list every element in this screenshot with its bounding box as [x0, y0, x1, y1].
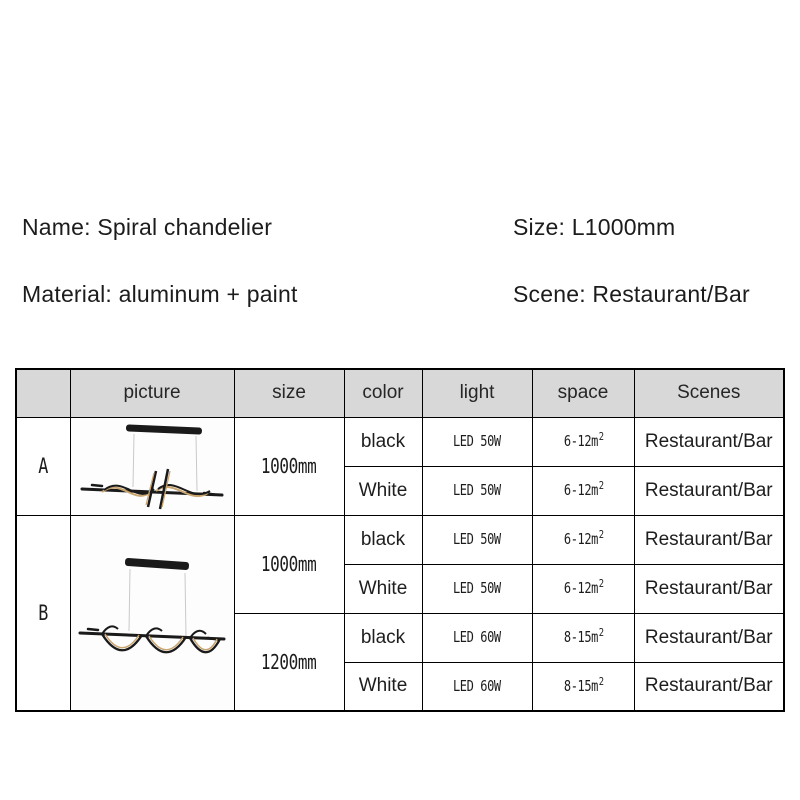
chandelier-b-illustration [72, 538, 232, 688]
table-row [16, 515, 784, 564]
square-meter-superscript: 2 [598, 577, 604, 590]
column-header-blank [16, 369, 70, 417]
square-meter-superscript: 2 [598, 430, 604, 443]
color-cell: black [344, 515, 422, 564]
chandelier-b-image-cell [70, 515, 234, 711]
color-cell: White [344, 662, 422, 711]
column-header-light: light [422, 369, 532, 417]
scenes-cell: Restaurant/Bar [634, 662, 784, 711]
light-cell: LED 60W [422, 662, 532, 711]
light-cell: LED 60W [422, 613, 532, 662]
size-cell: 1200mm [234, 613, 344, 711]
column-header-scenes: Scenes [634, 369, 784, 417]
square-meter-superscript: 2 [598, 626, 604, 639]
table-header-row [16, 369, 784, 417]
column-header-size: size [234, 369, 344, 417]
light-cell: LED 50W [422, 515, 532, 564]
space-cell: $8-15m^2$ [532, 662, 634, 711]
square-meter-superscript: 2 [598, 479, 604, 492]
light-cell: LED 50W [422, 564, 532, 613]
square-meter-superscript: 2 [598, 674, 604, 688]
spec-table [15, 368, 785, 712]
scenes-cell: Restaurant/Bar [634, 564, 784, 613]
size-cell: 1000mm [234, 417, 344, 515]
product-size-text: Size: L1000mm [513, 214, 676, 240]
scenes-cell: Restaurant/Bar [634, 417, 784, 466]
column-header-space: space [532, 369, 634, 417]
color-cell: black [344, 613, 422, 662]
column-header-color: color [344, 369, 422, 417]
product-name-text: Name: Spiral chandelier [22, 214, 273, 240]
light-cell: LED 50W [422, 417, 532, 466]
scenes-cell: Restaurant/Bar [634, 613, 784, 662]
scenes-cell: Restaurant/Bar [634, 466, 784, 515]
row-label-a: A [16, 417, 70, 515]
chandelier-a-image-cell [70, 417, 234, 515]
color-cell: White [344, 466, 422, 515]
scenes-cell: Restaurant/Bar [634, 515, 784, 564]
space-cell: $6-12m^2$ [532, 564, 634, 613]
product-scene-text: Scene: Restaurant/Bar [513, 281, 750, 307]
table-row [16, 417, 784, 466]
size-cell: 1000mm [234, 515, 344, 613]
space-cell: $8-15m^2$ [532, 613, 634, 662]
product-material-text: Material: aluminum + paint [22, 281, 298, 307]
light-cell: LED 50W [422, 466, 532, 515]
row-label-b: B [16, 515, 70, 711]
space-cell: $6-12m^2$ [532, 515, 634, 564]
color-cell: black [344, 417, 422, 466]
space-cell: $6-12m^2$ [532, 466, 634, 515]
color-cell: White [344, 564, 422, 613]
space-cell: $6-12m^2$ [532, 417, 634, 466]
chandelier-a-illustration [72, 419, 232, 513]
square-meter-superscript: 2 [598, 528, 604, 541]
column-header-picture: picture [70, 369, 234, 417]
